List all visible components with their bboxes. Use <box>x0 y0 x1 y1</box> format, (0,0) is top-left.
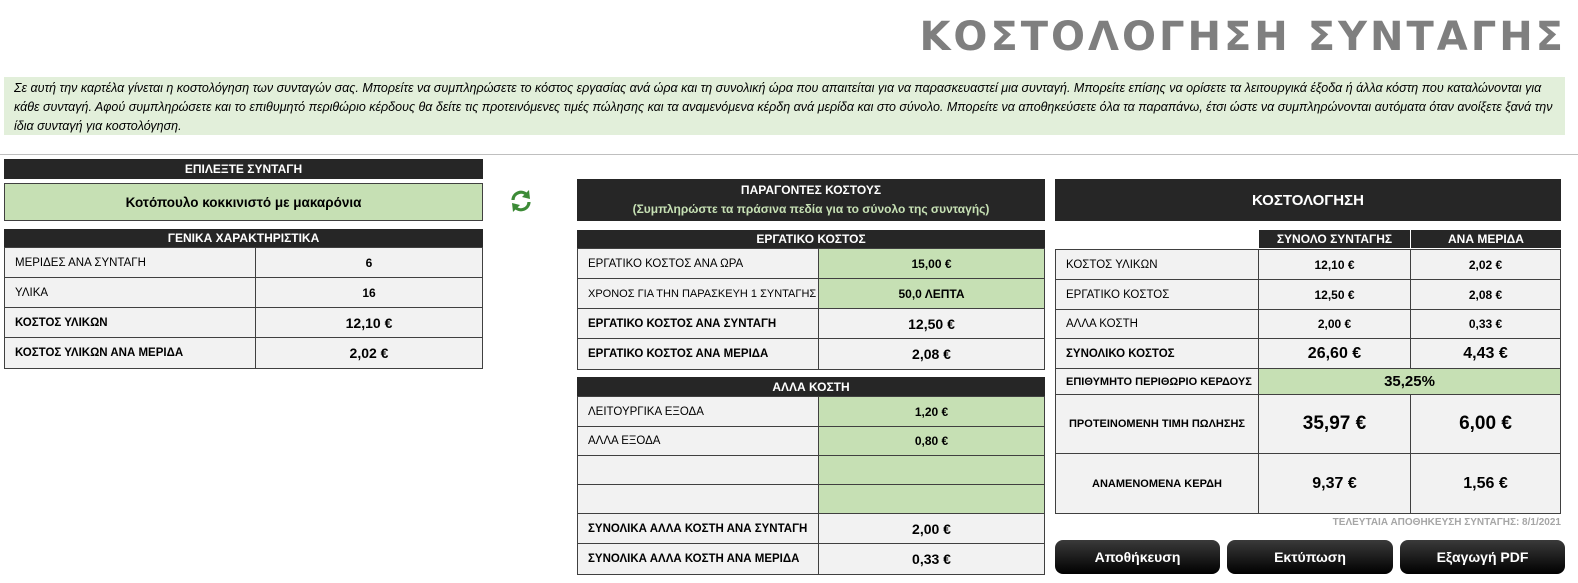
row-label: ΥΛΙΚΑ <box>5 278 256 307</box>
profit-total: 9,37 € <box>1259 454 1411 513</box>
row-label: ΜΕΡΙΔΕΣ ΑΝΑ ΣΥΝΤΑΓΗ <box>5 248 256 277</box>
col-portion-header: ΑΝΑ ΜΕΡΙΔΑ <box>1411 230 1561 248</box>
row-label[interactable] <box>578 485 819 513</box>
table-row <box>1056 369 1560 395</box>
row-label: ΕΡΓΑΤΙΚΟ ΚΟΣΤΟΣ <box>1056 280 1259 309</box>
row-value: 12,10 € <box>256 308 482 337</box>
row-label: ΕΡΓΑΤΙΚΟ ΚΟΣΤΟΣ ΑΝΑ ΣΥΝΤΑΓΗ <box>578 309 819 338</box>
page-title: ΚΟΣΤΟΛΟΓΗΣΗ ΣΥΝΤΑΓΗΣ <box>919 14 1566 60</box>
row-label: ΣΥΝΟΛΙΚΟ ΚΟΣΤΟΣ <box>1056 339 1259 368</box>
row-value: 2,00 € <box>819 514 1044 543</box>
price-label: ΠΡΟΤΕΙΝΟΜΕΝΗ ΤΙΜΗ ΠΩΛΗΣΗΣ <box>1056 395 1259 453</box>
row-label: ΚΟΣΤΟΣ ΥΛΙΚΩΝ <box>1056 250 1259 279</box>
table-row <box>578 544 1044 574</box>
table-row <box>1056 310 1560 339</box>
row-value: 2,08 € <box>819 339 1044 369</box>
table-row <box>1056 395 1560 454</box>
row-total: 12,50 € <box>1259 280 1411 309</box>
costing-table <box>1055 249 1561 514</box>
other-header: ΑΛΛΑ ΚΟΣΤΗ <box>577 377 1045 396</box>
table-row <box>578 485 1044 514</box>
table-row <box>5 338 482 368</box>
table-row <box>578 279 1044 309</box>
row-value: 2,02 € <box>256 338 482 368</box>
refresh-icon[interactable] <box>508 188 534 214</box>
extra-cost-input[interactable] <box>819 485 1044 513</box>
row-value: 0,33 € <box>819 544 1044 574</box>
row-label: ΚΟΣΤΟΣ ΥΛΙΚΩΝ <box>5 308 256 337</box>
row-label: ΣΥΝΟΛΙΚΑ ΑΛΛΑ ΚΟΣΤΗ ΑΝΑ ΜΕΡΙΔΑ <box>578 544 819 574</box>
save-button[interactable]: Αποθήκευση <box>1055 540 1220 574</box>
row-value: 12,50 € <box>819 309 1044 338</box>
table-row <box>5 248 482 278</box>
factors-header <box>577 179 1045 221</box>
table-row <box>578 514 1044 544</box>
table-row <box>578 249 1044 279</box>
table-row <box>578 397 1044 427</box>
labor-rate-input[interactable]: 15,00 € <box>819 249 1044 278</box>
row-label: ΣΥΝΟΛΙΚΑ ΑΛΛΑ ΚΟΣΤΗ ΑΝΑ ΣΥΝΤΑΓΗ <box>578 514 819 543</box>
divider <box>0 154 1578 155</box>
row-label: ΕΡΓΑΤΙΚΟ ΚΟΣΤΟΣ ΑΝΑ ΜΕΡΙΔΑ <box>578 339 819 369</box>
row-label: ΑΛΛΑ ΚΟΣΤΗ <box>1056 310 1259 338</box>
row-total: 26,60 € <box>1259 339 1411 368</box>
operating-cost-input[interactable]: 1,20 € <box>819 397 1044 426</box>
table-row <box>578 339 1044 369</box>
row-portion: 4,43 € <box>1411 339 1560 368</box>
price-portion: 6,00 € <box>1411 395 1560 453</box>
table-row <box>1056 339 1560 369</box>
labor-header: ΕΡΓΑΤΙΚΟ ΚΟΣΤΟΣ <box>577 230 1045 248</box>
margin-label: ΕΠΙΘΥΜΗΤΟ ΠΕΡΙΘΩΡΙΟ ΚΕΡΔΟΥΣ <box>1056 369 1259 394</box>
profit-label: ΑΝΑΜΕΝΟΜΕΝΑ ΚΕΡΔΗ <box>1056 454 1259 513</box>
table-row <box>578 427 1044 456</box>
table-row <box>1056 250 1560 280</box>
margin-input[interactable]: 35,25% <box>1259 369 1560 394</box>
other-table <box>577 377 1045 575</box>
row-value: 6 <box>256 248 482 277</box>
recipe-select[interactable]: Κοτόπουλο κοκκινιστό με μακαρόνια <box>4 183 483 221</box>
table-row <box>1056 454 1560 513</box>
intro-text: Σε αυτή την καρτέλα γίνεται η κοστολόγηση των συνταγών σας. Μπορείτε να συμπληρώσετε το κόστος εργασίας ανά ώρα και τη συνολική ώρα που απαιτείται για να παρασκευαστεί μια συνταγή. Μπορείτε επίσης να ορίσετε τα λειτουργικά έξοδα ή άλλα κόστη που καταλώνονται για κάθε συνταγή. Αφού συμπληρώσετε και το επιθυμητό περιθώριο κέρδους θα δείτε τις προτεινόμενες τιμές πώλησης και τα αναμενόμενα κέρδη ανά μερίδα και στο σύνολο. Μπορείτε να αποθηκεύσετε όλα τα παραπάνω, έτσι ώστε να συμπληρώνονται αυτόματα όταν ανοίξετε ξανά την ίδια συνταγή για κοστολόγηση. <box>4 77 1565 135</box>
general-table <box>4 229 483 369</box>
costing-header: ΚΟΣΤΟΛΟΓΗΣΗ <box>1055 179 1561 221</box>
price-total: 35,97 € <box>1259 395 1411 453</box>
table-row <box>578 456 1044 485</box>
row-label[interactable] <box>578 456 819 484</box>
row-label: ΑΛΛΑ ΕΞΟΔΑ <box>578 427 819 455</box>
prep-time-input[interactable]: 50,0 ΛΕΠΤΑ <box>819 279 1044 308</box>
row-label: ΚΟΣΤΟΣ ΥΛΙΚΩΝ ΑΝΑ ΜΕΡΙΔΑ <box>5 338 256 368</box>
row-label: ΧΡΟΝΟΣ ΓΙΑ ΤΗΝ ΠΑΡΑΣΚΕΥΗ 1 ΣΥΝΤΑΓΗΣ <box>578 279 819 308</box>
col-total-header: ΣΥΝΟΛΟ ΣΥΝΤΑΓΗΣ <box>1259 230 1410 248</box>
general-header: ΓΕΝΙΚΑ ΧΑΡΑΚΤΗΡΙΣΤΙΚΑ <box>4 229 483 247</box>
row-value: 16 <box>256 278 482 307</box>
last-saved-text: ΤΕΛΕΥΤΑΙΑ ΑΠΟΘΗΚΕΥΣΗ ΣΥΝΤΑΓΗΣ: 8/1/2021 <box>1332 517 1561 528</box>
row-portion: 2,08 € <box>1411 280 1560 309</box>
factors-subtitle: (Συμπληρώστε τα πράσινα πεδία για το σύνολο της συνταγής) <box>632 202 990 216</box>
export-pdf-button[interactable]: Εξαγωγή PDF <box>1400 540 1565 574</box>
print-button[interactable]: Εκτύπωση <box>1227 540 1393 574</box>
row-total: 12,10 € <box>1259 250 1411 279</box>
profit-portion: 1,56 € <box>1411 454 1560 513</box>
row-portion: 0,33 € <box>1411 310 1560 338</box>
labor-table <box>577 230 1045 370</box>
factors-title: ΠΑΡΑΓΟΝΤΕΣ ΚΟΣΤΟΥΣ <box>740 183 882 197</box>
row-total: 2,00 € <box>1259 310 1411 338</box>
row-label: ΕΡΓΑΤΙΚΟ ΚΟΣΤΟΣ ΑΝΑ ΩΡΑ <box>578 249 819 278</box>
row-label: ΛΕΙΤΟΥΡΓΙΚΑ ΕΞΟΔΑ <box>578 397 819 426</box>
row-portion: 2,02 € <box>1411 250 1560 279</box>
table-row <box>578 309 1044 339</box>
other-cost-input[interactable]: 0,80 € <box>819 427 1044 455</box>
table-row <box>1056 280 1560 310</box>
table-row <box>5 308 482 338</box>
table-row <box>5 278 482 308</box>
extra-cost-input[interactable] <box>819 456 1044 484</box>
recipe-header: ΕΠΙΛΕΞΤΕ ΣΥΝΤΑΓΗ <box>4 159 483 179</box>
